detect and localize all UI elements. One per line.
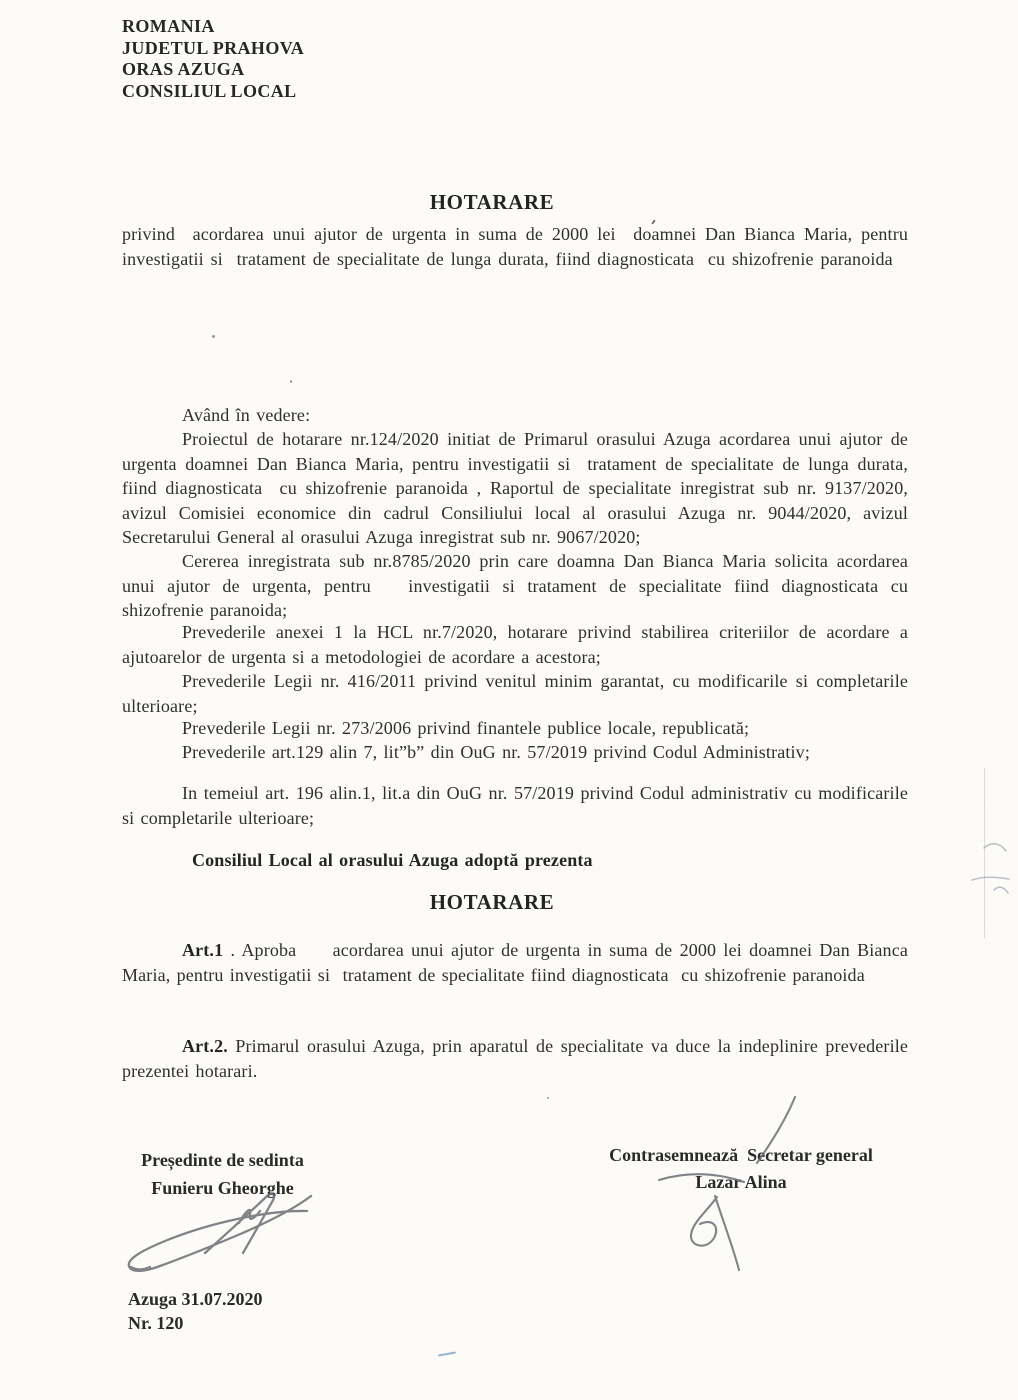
margin-squiggle-ink xyxy=(972,844,1009,893)
article-2 xyxy=(122,1034,908,1083)
article-1-label: Art.1 xyxy=(182,940,224,960)
issuing-authority-header xyxy=(122,16,304,102)
paper-speck xyxy=(547,1097,549,1099)
article-2-label: Art.2. xyxy=(182,1036,228,1056)
footer-place-date: Azuga 31.07.2020 xyxy=(128,1289,263,1309)
header-line-county: JUDETUL PRAHOVA xyxy=(122,37,305,58)
president-name: Funieru Gheorghe xyxy=(151,1178,294,1198)
header-line-country: ROMANIA xyxy=(122,16,215,36)
legal-basis: In temeiul art. 196 alin.1, lit.a din OuG nr. 57/2019 privind Codul administrativ cu modificarile si completarile ulterioare; xyxy=(122,783,908,828)
signature-block-secretary xyxy=(588,1142,894,1196)
recitals-lead: Având în vedere: xyxy=(182,405,311,425)
header-line-council: CONSILIUL LOCAL xyxy=(122,80,297,101)
recital-art-129: Prevederile art.129 alin 7, lit”b” din OuG nr. 57/2019 privind Codul Administrativ; xyxy=(182,742,810,762)
signature-block-president xyxy=(120,1146,325,1202)
article-1-text: Aproba acordarea unui ajutor de urgenta in suma de 2000 lei doamnei Dan Bianca Maria, pentru investigatii si tratament de specialitate fiind diagnosticata cu shizofrenie paranoida xyxy=(122,940,908,985)
adoption-line: Consiliul Local al orasului Azuga adoptă prezenta xyxy=(192,850,593,870)
recital-request: Cererea inregistrata sub nr.8785/2020 prin care doamna Dan Bianca Maria solicita acordarea unui ajutor de urgenta, pentru investigatii si tratament de specialitate fiind diagnosticata cu shizofrenie paranoida; xyxy=(122,551,908,621)
paper-speck xyxy=(290,380,292,383)
decision-title: HOTARARE xyxy=(429,890,555,914)
article-1 xyxy=(122,938,908,987)
article-2-text: Primarul orasului Azuga, prin aparatul de specialitate va duce la indeplinire prevederile prezentei hotarari. xyxy=(122,1036,909,1081)
recital-law-416: Prevederile Legii nr. 416/2011 privind venitul minim garantat, cu modificarile si completarile ulterioare; xyxy=(122,671,908,716)
article-1-separator: . xyxy=(223,940,242,960)
document-title: HOTARARE xyxy=(429,190,555,214)
president-role: Președinte de sedinta xyxy=(141,1150,304,1170)
recital-law-273: Prevederile Legii nr. 273/2006 privind finantele publice locale, republicată; xyxy=(182,718,750,738)
footer-number: Nr. 120 xyxy=(128,1312,184,1333)
recital-hcl-annex: Prevederile anexei 1 la HCL nr.7/2020, hotarare privind stabilirea criteriilor de acordare a ajutoarelor de urgenta si a metodologiei de acordare a acestora; xyxy=(122,622,908,667)
president-signature-ink xyxy=(129,1194,311,1271)
scan-edge-line xyxy=(984,768,985,938)
footer-block xyxy=(128,1288,263,1335)
secretary-role: Contrasemnează Secretar general xyxy=(609,1145,873,1165)
secretary-name: Lazar Alina xyxy=(695,1172,787,1192)
header-line-town: ORAS AZUGA xyxy=(122,59,245,79)
document-subject: privind acordarea unui ajutor de urgenta in suma de 2000 lei doamnei Dan Bianca Maria, pentru investigatii si tratament de specialitate de lunga durata, fiind diagnosticata cu shizofrenie paranoida xyxy=(122,224,908,269)
blue-pen-tick xyxy=(438,1351,456,1356)
recital-project: Proiectul de hotarare nr.124/2020 initiat de Primarul orasului Azuga acordarea unui ajutor de urgenta doamnei Dan Bianca Maria, pentru investigatii si tratament de specialitate de lunga durata, fiind diagnosticata cu shizofrenie paranoida , Raportul de specialitate inregistrat sub nr. 9137/2020, avizul Comisiei economice din cadrul Consiliului local al orasului Azuga nr. 9044/2020, avizul Secretarului General al orasului Azuga inregistrat sub nr. 9067/2020; xyxy=(122,429,908,548)
paper-speck xyxy=(212,335,215,338)
